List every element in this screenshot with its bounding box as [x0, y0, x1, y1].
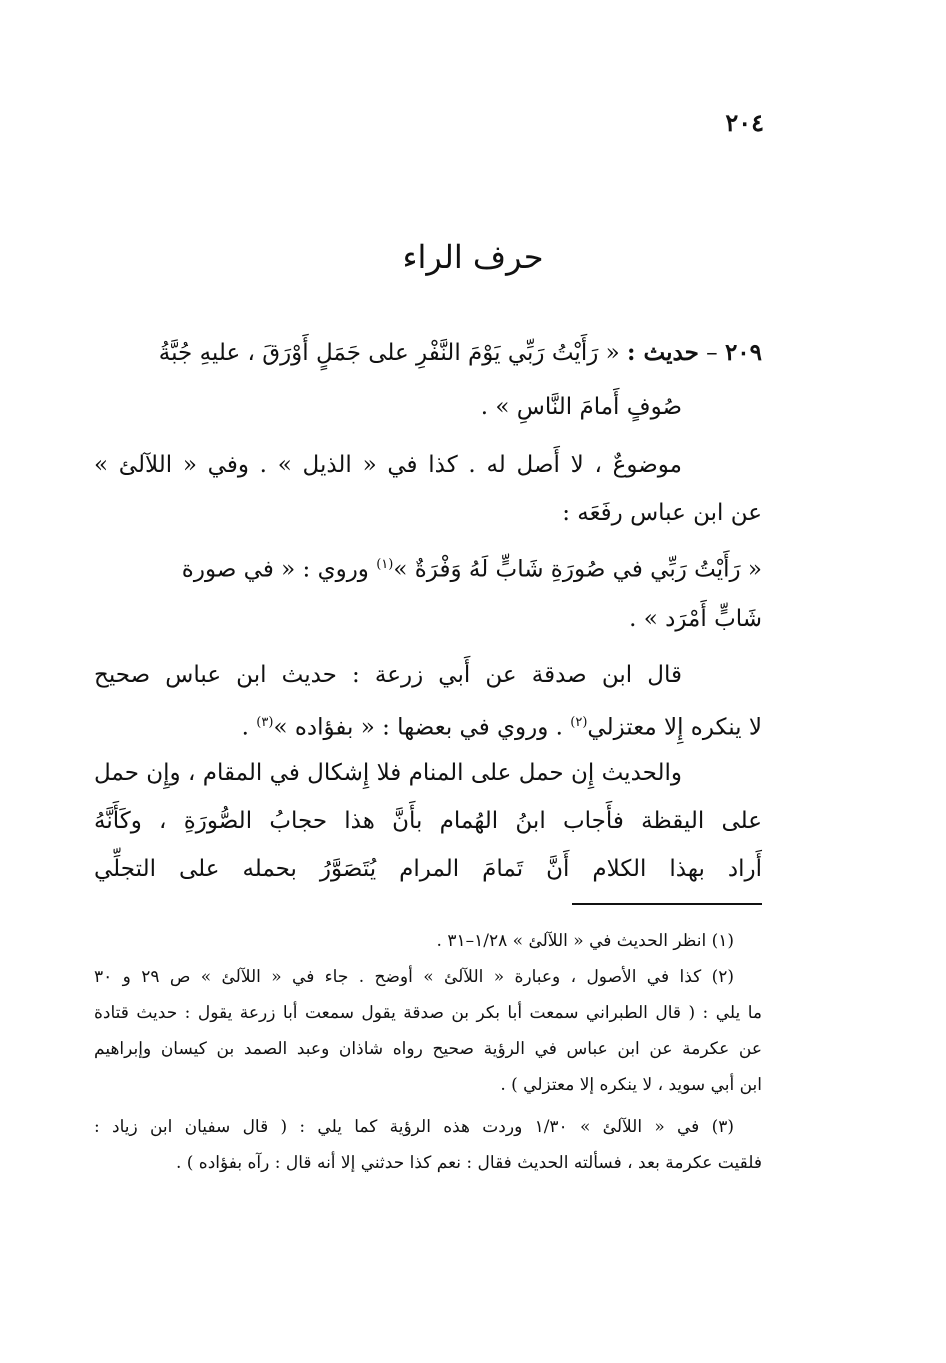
- entry-label: حديث :: [627, 339, 699, 366]
- entry-line-6: شَابٍّ أَمْرَد » .: [629, 606, 762, 632]
- entry-text-8c: .: [241, 714, 249, 741]
- footnote-2-line-3: عن عكرمة عن ابن عباس في الرؤية صحيح رواه شاذان وعبد الصمد بن كيسان وإبراهيم: [94, 1039, 762, 1059]
- entry-line-5: [94, 542, 762, 588]
- footnote-2-line-4: ابن أبي سويد ، لا ينكره إلا معتزلي ) .: [500, 1075, 762, 1095]
- footnote-separator: [572, 903, 762, 905]
- entry-line-2: صُوفٍ أَمامَ النَّاسِ » .: [480, 394, 682, 420]
- footnote-2-line-1: [94, 960, 734, 994]
- footnote-3-marker: (٣): [711, 1117, 734, 1137]
- footnote-2-marker: (٢): [711, 967, 735, 987]
- footnote-3-text-1: في « اللآلئ » ١/٣٠ وردت هذه الرؤية كما يلي : ( قال سفيان ابن زياد :: [94, 1117, 700, 1137]
- page-number: ٢٠٤: [725, 108, 764, 137]
- footnote-2-text-1: كذا في الأصول ، وعبارة « اللآلئ » أوضح . جاء في « اللآلئ » ص ٢٩ و ٣٠: [94, 967, 702, 987]
- entry-text-8b: . وروي في بعضها : « بفؤاده »: [273, 714, 563, 741]
- entry-text-1: « رَأَيْتُ رَبِّي يَوْمَ النَّفْرِ على جَمَلٍ أَوْرَقَ ، عليهِ جُبَّةُ: [158, 340, 620, 366]
- entry-text-8a: لا ينكره إِلا معتزلي: [587, 714, 762, 741]
- footnote-1-marker: (١): [711, 931, 734, 951]
- footnote-2-line-2: ما يلي : ( قال الطبراني سمعت أبا بكر بن صدقة يقول سمعت أبا زرعة يقول : حديث قتادة: [94, 1003, 762, 1023]
- footnote-ref-3: (٣): [256, 715, 274, 730]
- entry-number: ٢٠٩: [724, 339, 762, 366]
- entry-line-3: موضوعٌ ، لا أَصل له . كذا في « الذيل » . وفي « اللآلئ »: [94, 452, 682, 478]
- footnote-ref-1: (١): [376, 557, 394, 572]
- footnote-3-line-1: [94, 1110, 734, 1144]
- footnote-1: [94, 924, 734, 958]
- footnote-ref-2: (٢): [570, 715, 588, 730]
- entry-line-11: أَراد بهذا الكلام أَنَّ تَمامَ المرام يُتَصَوَّرُ بحمله على التجلِّي: [94, 856, 762, 882]
- chapter-title: حرف الراء: [402, 238, 544, 276]
- entry-line-4: عن ابن عباس رفَعَه :: [562, 500, 762, 526]
- entry-dash: –: [706, 340, 718, 366]
- entry-text-5a: « رَأَيْتُ رَبِّي في صُورَةِ شَابٍّ لَهُ وَفْرَةٌ »: [393, 556, 762, 583]
- entry-line-9: والحديث إِن حمل على المنام فلا إِشكال في المقام ، وإِن حمل: [94, 760, 682, 786]
- footnote-1-text: انظر الحديث في « اللآلئ » ١/٢٨–٣١ .: [436, 931, 707, 951]
- entry-line-7: قال ابن صدقة عن أَبي زرعة : حديث ابن عباس صحيح: [94, 662, 682, 688]
- entry-line-1: [94, 330, 762, 376]
- entry-line-8: [94, 700, 762, 746]
- entry-text-5b: وروي : « في صورة: [181, 556, 369, 583]
- entry-line-10: على اليقظة فأَجاب ابنُ الهُمام بأَنَّ هذا حجابُ الصُّورَةِ ، وكَأَنَّهُ: [94, 808, 762, 834]
- footnote-3-line-2: فلقيت عكرمة بعد ، فسألته الحديث فقال : نعم كذا حدثني إلا أنه قال : رآه بفؤاده ) .: [175, 1153, 762, 1173]
